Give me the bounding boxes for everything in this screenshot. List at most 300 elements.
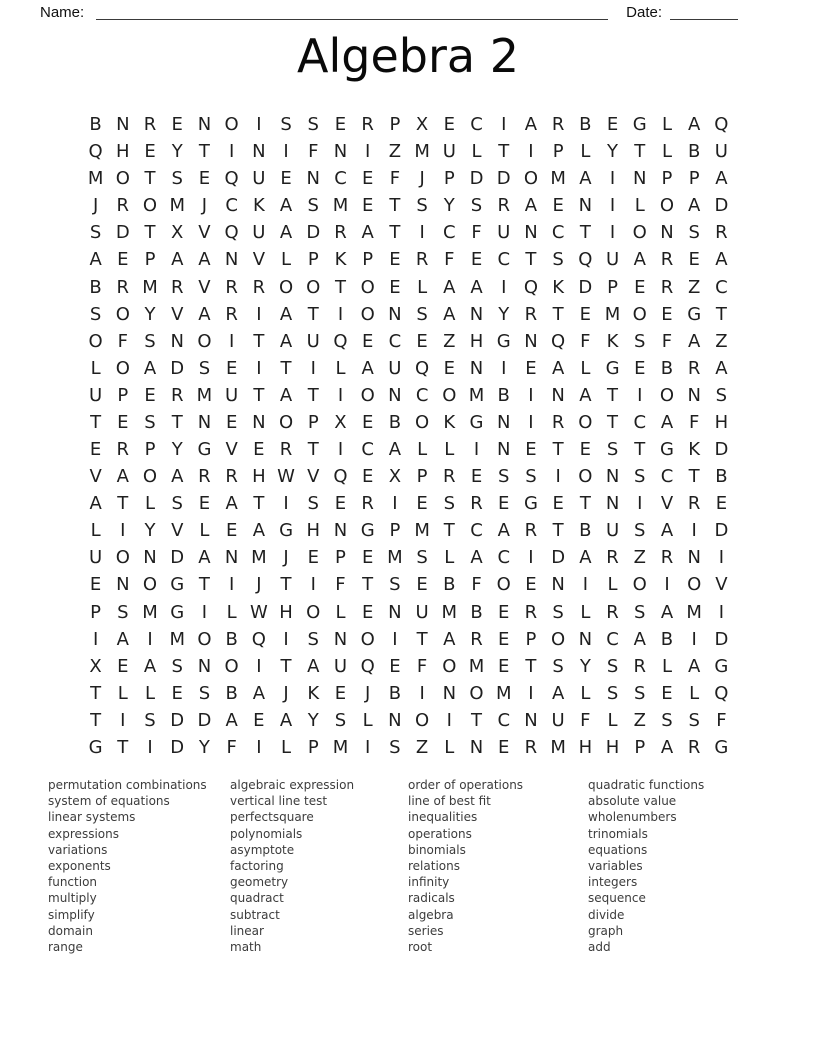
grid-letter: S	[334, 709, 347, 731]
grid-letter: E	[198, 493, 211, 515]
grid-letter: I	[337, 303, 344, 325]
grid-letter: B	[660, 357, 674, 379]
grid-letter: V	[198, 276, 211, 298]
grid-letter: R	[415, 249, 429, 271]
word-item: trinomials	[588, 826, 648, 841]
grid-letter: N	[143, 547, 157, 569]
grid-letter: M	[604, 303, 621, 325]
grid-letter: O	[142, 466, 158, 488]
grid-letter: E	[389, 249, 401, 271]
grid-letter: I	[501, 357, 507, 379]
grid-letter: O	[88, 330, 103, 352]
grid-letter: P	[117, 384, 129, 406]
grid-letter: N	[224, 547, 239, 569]
grid-letter: L	[580, 682, 591, 704]
grid-letter: P	[525, 628, 537, 650]
grid-letter: I	[201, 601, 208, 623]
grid-letter: I	[365, 141, 371, 163]
grid-letter: E	[416, 574, 428, 596]
grid-letter: I	[365, 736, 371, 758]
grid-letter: F	[580, 709, 591, 731]
grid-letter: A	[688, 195, 701, 217]
grid-letter: V	[89, 466, 102, 488]
grid-letter: U	[442, 141, 456, 163]
grid-letter: R	[497, 195, 510, 217]
grid-letter: N	[116, 114, 130, 136]
grid-letter: E	[416, 330, 428, 352]
grid-letter: A	[579, 384, 592, 406]
grid-letter: N	[687, 547, 701, 569]
grid-letter: M	[495, 682, 512, 704]
word-item: factoring	[230, 859, 284, 874]
grid-letter: J	[419, 168, 425, 190]
grid-letter: P	[335, 547, 346, 569]
grid-letter: C	[497, 547, 511, 569]
grid-letter: N	[660, 222, 674, 244]
grid-letter: H	[252, 466, 266, 488]
grid-letter: I	[419, 222, 425, 244]
grid-letter: P	[416, 466, 428, 488]
grid-letter: S	[89, 303, 102, 325]
grid-letter: Y	[579, 655, 591, 677]
grid-letter: R	[361, 114, 374, 136]
grid-letter: E	[498, 736, 510, 758]
grid-letter: I	[528, 411, 534, 433]
grid-letter: D	[197, 709, 212, 731]
grid-letter: I	[528, 547, 534, 569]
grid-letter: Y	[443, 195, 455, 217]
grid-letter: H	[605, 736, 620, 758]
word-item: quadratic functions	[588, 778, 705, 792]
grid-letter: M	[196, 384, 213, 406]
grid-letter: P	[443, 168, 455, 190]
grid-letter: O	[360, 276, 375, 298]
grid-letter: L	[335, 601, 346, 623]
grid-letter: Q	[415, 357, 430, 379]
grid-letter: T	[552, 303, 564, 325]
grid-letter: E	[253, 709, 265, 731]
grid-letter: C	[388, 330, 402, 352]
word-item: variables	[588, 859, 643, 874]
grid-letter: E	[117, 249, 129, 271]
grid-letter: A	[89, 249, 102, 271]
grid-letter: S	[606, 439, 619, 461]
grid-letter: N	[496, 439, 511, 461]
grid-letter: A	[279, 384, 293, 406]
grid-letter: L	[281, 736, 292, 758]
grid-letter: O	[142, 195, 158, 217]
grid-letter: Y	[498, 303, 510, 325]
grid-letter: A	[225, 493, 238, 515]
grid-letter: A	[279, 222, 293, 244]
grid-letter: N	[605, 493, 620, 515]
grid-letter: T	[144, 222, 156, 244]
grid-letter: D	[170, 547, 185, 569]
grid-letter: D	[714, 195, 729, 217]
grid-letter: F	[389, 168, 401, 190]
grid-letter: L	[607, 574, 618, 596]
grid-letter: M	[142, 601, 158, 623]
grid-letter: A	[660, 736, 674, 758]
grid-letter: S	[661, 709, 673, 731]
grid-letter: I	[120, 520, 126, 542]
grid-letter: B	[497, 384, 510, 406]
grid-letter: T	[144, 168, 156, 190]
grid-letter: C	[660, 466, 674, 488]
grid-letter: S	[280, 114, 292, 136]
grid-letter: I	[310, 357, 316, 379]
grid-letter: C	[470, 114, 483, 136]
grid-letter: M	[550, 168, 566, 190]
grid-letter: I	[283, 141, 289, 163]
grid-letter: F	[689, 411, 700, 433]
grid-letter: U	[497, 222, 511, 244]
grid-letter: O	[415, 709, 430, 731]
grid-letter: I	[92, 628, 99, 650]
grid-letter: V	[171, 303, 184, 325]
grid-letter: T	[607, 384, 619, 406]
grid-letter: E	[661, 303, 673, 325]
grid-letter: S	[416, 303, 428, 325]
grid-letter: Q	[714, 682, 729, 704]
grid-letter: B	[688, 141, 701, 163]
grid-letter: O	[360, 628, 375, 650]
grid-letter: Y	[171, 141, 183, 163]
grid-letter: A	[279, 195, 293, 217]
grid-letter: I	[256, 357, 262, 379]
grid-letter: P	[389, 520, 401, 542]
grid-letter: D	[170, 736, 185, 758]
grid-letter: R	[361, 493, 374, 515]
grid-letter: A	[116, 628, 129, 650]
grid-letter: K	[688, 439, 701, 461]
word-item: system of equations	[48, 794, 170, 809]
grid-letter: B	[225, 628, 238, 650]
grid-letter: N	[333, 628, 348, 650]
grid-letter: O	[415, 411, 430, 433]
word-item: graph	[588, 923, 624, 938]
word-item: simplify	[48, 907, 95, 922]
word-item: algebraic expression	[230, 778, 355, 792]
grid-letter: A	[443, 628, 456, 650]
grid-letter: A	[497, 520, 510, 542]
grid-letter: A	[688, 330, 701, 352]
grid-letter: M	[332, 736, 349, 758]
grid-letter: I	[228, 574, 235, 596]
grid-letter: L	[335, 357, 346, 379]
grid-letter: E	[225, 411, 238, 433]
grid-letter: S	[144, 709, 156, 731]
grid-letter: N	[197, 655, 212, 677]
grid-letter: S	[552, 601, 564, 623]
grid-letter: R	[715, 222, 728, 244]
grid-letter: E	[688, 249, 700, 271]
grid-letter: Q	[551, 330, 566, 352]
grid-letter: L	[634, 195, 645, 217]
grid-letter: A	[470, 276, 483, 298]
grid-letter: A	[579, 547, 592, 569]
grid-letter: T	[117, 736, 129, 758]
grid-letter: N	[578, 628, 593, 650]
grid-letter: L	[362, 709, 373, 731]
grid-letter: M	[414, 141, 430, 163]
grid-letter: U	[415, 601, 429, 623]
grid-letter: I	[228, 141, 235, 163]
grid-letter: Q	[251, 628, 266, 650]
word-item: equations	[588, 842, 648, 857]
name-blank-line	[96, 4, 608, 20]
grid-letter: P	[144, 249, 156, 271]
grid-letter: M	[142, 276, 158, 298]
grid-letter: Z	[388, 141, 402, 163]
grid-letter: C	[443, 222, 456, 244]
word-item: sequence	[588, 891, 646, 906]
grid-letter: I	[555, 466, 561, 488]
grid-letter: A	[551, 682, 565, 704]
word-item: radicals	[408, 891, 455, 906]
grid-letter: B	[579, 520, 592, 542]
grid-letter: A	[143, 357, 157, 379]
word-item: series	[408, 923, 444, 938]
grid-letter: L	[444, 439, 455, 461]
grid-letter: A	[171, 249, 184, 271]
grid-letter: I	[609, 195, 616, 217]
grid-letter: A	[688, 655, 701, 677]
grid-letter: G	[170, 601, 185, 623]
grid-letter: M	[332, 195, 349, 217]
grid-letter: R	[334, 222, 347, 244]
grid-letter: O	[306, 601, 321, 623]
grid-letter: A	[715, 249, 728, 271]
grid-letter: T	[307, 384, 319, 406]
name-label: Name:	[40, 4, 85, 21]
grid-letter: U	[714, 141, 728, 163]
grid-letter: B	[89, 276, 102, 298]
grid-letter: I	[609, 222, 616, 244]
word-item: algebra	[408, 907, 454, 922]
grid-letter: A	[715, 357, 728, 379]
grid-letter: D	[714, 439, 729, 461]
grid-letter: N	[252, 411, 266, 433]
grid-letter: T	[634, 141, 646, 163]
grid-letter: M	[441, 601, 458, 623]
grid-letter: T	[280, 655, 292, 677]
grid-letter: T	[280, 574, 292, 596]
grid-letter: T	[498, 141, 510, 163]
grid-letter: S	[552, 249, 564, 271]
grid-letter: D	[714, 628, 729, 650]
grid-letter: S	[634, 330, 646, 352]
grid-letter: E	[334, 493, 347, 515]
grid-letter: C	[606, 628, 619, 650]
grid-letter: S	[416, 547, 428, 569]
grid-letter: T	[90, 682, 102, 704]
grid-letter: O	[115, 168, 130, 190]
grid-letter: S	[144, 411, 156, 433]
grid-letter: R	[606, 547, 619, 569]
word-item: quadract	[230, 891, 284, 906]
grid-letter: E	[307, 547, 319, 569]
grid-letter: E	[225, 520, 238, 542]
word-item: polynomials	[230, 826, 303, 841]
word-item: expressions	[48, 826, 119, 841]
grid-letter: R	[279, 439, 293, 461]
grid-letter: I	[473, 439, 480, 461]
grid-letter: F	[716, 709, 727, 731]
grid-letter: O	[659, 384, 675, 406]
grid-letter: I	[337, 439, 344, 461]
grid-letter: A	[171, 466, 184, 488]
grid-letter: N	[633, 168, 647, 190]
grid-letter: L	[607, 709, 618, 731]
grid-letter: N	[578, 195, 593, 217]
grid-letter: U	[306, 330, 320, 352]
grid-letter: T	[688, 466, 700, 488]
grid-letter: U	[605, 520, 620, 542]
grid-letter: G	[88, 736, 103, 758]
grid-letter: B	[470, 601, 483, 623]
grid-letter: Q	[523, 276, 539, 298]
grid-letter: X	[415, 114, 429, 136]
word-item: range	[48, 940, 83, 955]
grid-letter: E	[225, 357, 238, 379]
grid-letter: E	[89, 574, 102, 596]
grid-letter: F	[471, 574, 482, 596]
grid-letter: L	[226, 601, 237, 623]
word-item: vertical line test	[230, 794, 328, 809]
grid-letter: E	[361, 601, 374, 623]
grid-letter: U	[252, 222, 266, 244]
grid-letter: N	[469, 303, 484, 325]
grid-letter: R	[443, 466, 456, 488]
grid-letter: T	[198, 141, 210, 163]
grid-letter: T	[715, 303, 727, 325]
word-item: permutation combinations	[48, 778, 207, 792]
grid-letter: S	[117, 601, 129, 623]
grid-letter: Y	[171, 439, 183, 461]
grid-letter: K	[606, 330, 619, 352]
grid-letter: R	[524, 736, 538, 758]
grid-letter: R	[143, 114, 157, 136]
word-item: variations	[48, 842, 108, 857]
grid-letter: S	[715, 384, 728, 406]
grid-letter: O	[115, 547, 130, 569]
grid-letter: O	[442, 655, 457, 677]
grid-letter: S	[307, 114, 319, 136]
grid-letter: V	[660, 493, 674, 515]
grid-letter: N	[524, 222, 538, 244]
grid-letter: I	[501, 276, 507, 298]
grid-letter: E	[470, 466, 483, 488]
grid-letter: Y	[607, 141, 619, 163]
grid-letter: E	[280, 168, 292, 190]
grid-letter: A	[524, 195, 538, 217]
grid-letter: O	[578, 466, 593, 488]
grid-letter: I	[337, 384, 344, 406]
word-item: binomials	[408, 842, 466, 857]
word-item: inequalities	[408, 810, 478, 825]
grid-letter: M	[87, 168, 104, 190]
grid-letter: S	[498, 466, 510, 488]
grid-letter: A	[252, 520, 266, 542]
grid-letter: E	[334, 114, 347, 136]
grid-letter: E	[552, 493, 564, 515]
grid-letter: J	[283, 547, 289, 569]
grid-letter: E	[361, 195, 374, 217]
grid-letter: L	[90, 357, 101, 379]
grid-letter: F	[471, 222, 482, 244]
grid-letter: L	[689, 682, 700, 704]
grid-letter: A	[225, 709, 238, 731]
grid-letter: O	[278, 276, 294, 298]
grid-letter: A	[388, 439, 402, 461]
grid-letter: N	[442, 682, 457, 704]
grid-letter: C	[334, 168, 347, 190]
grid-letter: L	[661, 114, 672, 136]
grid-letter: K	[552, 276, 565, 298]
grid-letter: A	[198, 303, 211, 325]
grid-letter: R	[687, 736, 701, 758]
grid-letter: C	[470, 520, 483, 542]
grid-letter: N	[252, 141, 266, 163]
grid-letter: R	[633, 655, 647, 677]
grid-letter: T	[198, 574, 210, 596]
grid-letter: H	[578, 736, 593, 758]
grid-letter: R	[116, 439, 130, 461]
grid-letter: B	[388, 411, 402, 433]
grid-letter: T	[362, 574, 374, 596]
grid-letter: E	[361, 411, 374, 433]
grid-letter: G	[279, 520, 294, 542]
grid-letter: O	[360, 384, 375, 406]
grid-letter: J	[256, 574, 262, 596]
grid-letter: J	[201, 195, 208, 217]
grid-letter: Q	[360, 655, 375, 677]
grid-letter: P	[362, 249, 374, 271]
grid-letter: T	[579, 222, 591, 244]
word-item: divide	[588, 907, 625, 922]
grid-letter: M	[550, 736, 566, 758]
grid-letter: V	[171, 520, 184, 542]
grid-letter: M	[387, 547, 403, 569]
grid-letter: R	[225, 276, 238, 298]
grid-letter: T	[389, 222, 401, 244]
grid-letter: N	[388, 709, 402, 731]
grid-letter: R	[660, 547, 674, 569]
grid-letter: S	[470, 195, 483, 217]
grid-letter: L	[417, 276, 428, 298]
word-item: infinity	[408, 875, 450, 890]
grid-letter: J	[283, 682, 289, 704]
grid-letter: C	[415, 384, 429, 406]
grid-letter: I	[718, 547, 725, 569]
grid-letter: O	[360, 303, 375, 325]
grid-letter: O	[442, 384, 457, 406]
grid-letter: B	[443, 574, 456, 596]
grid-letter: R	[252, 276, 266, 298]
grid-letter: E	[525, 439, 537, 461]
grid-letter: E	[253, 439, 265, 461]
grid-letter: Q	[333, 466, 348, 488]
grid-letter: T	[117, 493, 129, 515]
grid-letter: T	[552, 439, 564, 461]
grid-letter: A	[361, 357, 374, 379]
grid-letter: E	[361, 547, 374, 569]
grid-letter: P	[552, 141, 564, 163]
grid-letter: I	[256, 303, 262, 325]
word-item: integers	[588, 875, 638, 890]
grid-letter: E	[579, 303, 592, 325]
